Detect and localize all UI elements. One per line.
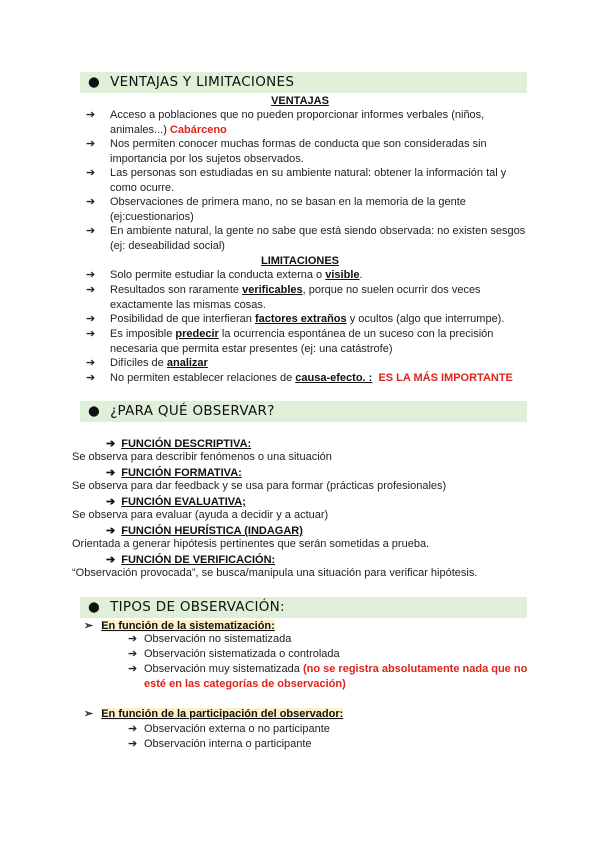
- list-item: ➔ Observación interna o participante: [128, 738, 312, 750]
- arrow-icon: ➔: [128, 648, 138, 660]
- arrow-icon: ➔: [128, 723, 138, 735]
- list-item: ➔ Es imposible predecir la ocurrencia espontánea de un suceso con la precisión necesaria que permita estar presentes (ej: una catástrofe): [86, 328, 494, 355]
- arrow-icon: ➔: [86, 269, 96, 281]
- list-item: ➔ No permiten establecer relaciones de causa-efecto. : ES LA MÁS IMPORTANTE: [86, 372, 513, 384]
- list-item: ➔ Posibilidad de que interfieran factores extraños y ocultos (algo que interrumpe).: [86, 313, 505, 325]
- arrow-icon: ➔: [106, 467, 116, 479]
- list-item: ➔ Solo permite estudiar la conducta externa o visible.: [86, 269, 363, 281]
- list-item: ➔ Las personas son estudiadas en su ambiente natural: obtener la información tal y como ocurre.: [86, 167, 507, 194]
- arrow-icon: ➔: [86, 109, 96, 121]
- section-heading-ventajas-limitaciones: ● VENTAJAS Y LIMITACIONES: [88, 72, 294, 93]
- list-item: ➔ Observación muy sistematizada (no se registra absolutamente nada que no esté en las categorías de observación): [128, 663, 528, 690]
- funcion-desc: Se observa para dar feedback y se usa para formar (prácticas profesionales): [72, 480, 447, 492]
- list-item: ➔ Observación no sistematizada: [128, 633, 292, 645]
- funcion-title: ➔ FUNCIÓN FORMATIVA:: [106, 467, 242, 479]
- bullet-icon: ●: [88, 74, 101, 90]
- arrow-icon: ➔: [106, 496, 116, 508]
- list-item: ➔ Nos permiten conocer muchas formas de conducta que son consideradas sin importancia por los sujetos observados.: [86, 138, 487, 165]
- section-heading-tipos-observacion: ● TIPOS DE OBSERVACIÓN:: [88, 597, 285, 618]
- arrow-icon: ➔: [128, 738, 138, 750]
- arrow-icon: ➔: [106, 438, 116, 450]
- funcion-desc: Se observa para describir fenómenos o una situación: [72, 451, 332, 463]
- funcion-title: ➔ FUNCIÓN DESCRIPTIVA:: [106, 438, 252, 450]
- funcion-title: ➔ FUNCIÓN DE VERIFICACIÓN:: [106, 554, 276, 566]
- funcion-title: ➔ FUNCIÓN HEURÍSTICA (INDAGAR): [106, 525, 303, 537]
- list-item: ➔ Observación sistematizada o controlada: [128, 648, 340, 660]
- arrow-icon: ➔: [86, 328, 96, 340]
- tipo-group-title: ➢ En función de la sistematización:: [84, 620, 275, 632]
- tipo-group-title: ➢ En función de la participación del observador:: [84, 708, 344, 720]
- arrow-icon: ➔: [86, 196, 96, 208]
- list-item: ➔ Observaciones de primera mano, no se basan en la memoria de la gente (ej:cuestionarios): [86, 196, 466, 223]
- arrow-icon: ➔: [86, 225, 96, 237]
- arrow-icon: ➔: [86, 284, 96, 296]
- bullet-icon: ●: [88, 403, 101, 419]
- arrow-icon: ➔: [86, 372, 96, 384]
- list-item: ➔ Acceso a poblaciones que no pueden proporcionar informes verbales (niños, animales...) Cabárceno: [86, 109, 485, 136]
- bullet-icon: ●: [88, 599, 101, 615]
- arrow-icon: ➔: [86, 167, 96, 179]
- list-item: ➔ En ambiente natural, la gente no sabe que está siendo observada: no existen sesgos (ej: deseabilidad social): [86, 225, 526, 252]
- arrow-icon: ➔: [128, 663, 138, 675]
- arrow-icon: ➔: [86, 357, 96, 369]
- funcion-desc: Se observa para evaluar (ayuda a decidir y a actuar): [72, 509, 329, 521]
- funcion-title: ➔ FUNCIÓN EVALUATIVA;: [106, 496, 246, 508]
- section-heading-para-que-observar: ● ¿PARA QUÉ OBSERVAR?: [88, 401, 275, 422]
- funcion-desc: “Observación provocada”, se busca/manipula una situación para verificar hipótesis.: [72, 567, 478, 579]
- arrow-icon: ➔: [128, 633, 138, 645]
- funcion-desc: Orientada a generar hipótesis pertinentes que serán sometidas a prueba.: [72, 538, 430, 550]
- triangle-arrow-icon: ➢: [84, 620, 94, 632]
- list-item: ➔ Observación externa o no participante: [128, 723, 330, 735]
- limitaciones-title: LIMITACIONES: [260, 255, 339, 267]
- ventajas-title: VENTAJAS: [271, 95, 329, 107]
- list-item: ➔ Resultados son raramente verificables, porque no suelen ocurrir dos veces exactamente las mismas cosas.: [86, 284, 481, 311]
- arrow-icon: ➔: [86, 313, 96, 325]
- arrow-icon: ➔: [106, 525, 116, 537]
- triangle-arrow-icon: ➢: [84, 708, 94, 720]
- arrow-icon: ➔: [106, 554, 116, 566]
- list-item: ➔ Difíciles de analizar: [86, 357, 208, 369]
- arrow-icon: ➔: [86, 138, 96, 150]
